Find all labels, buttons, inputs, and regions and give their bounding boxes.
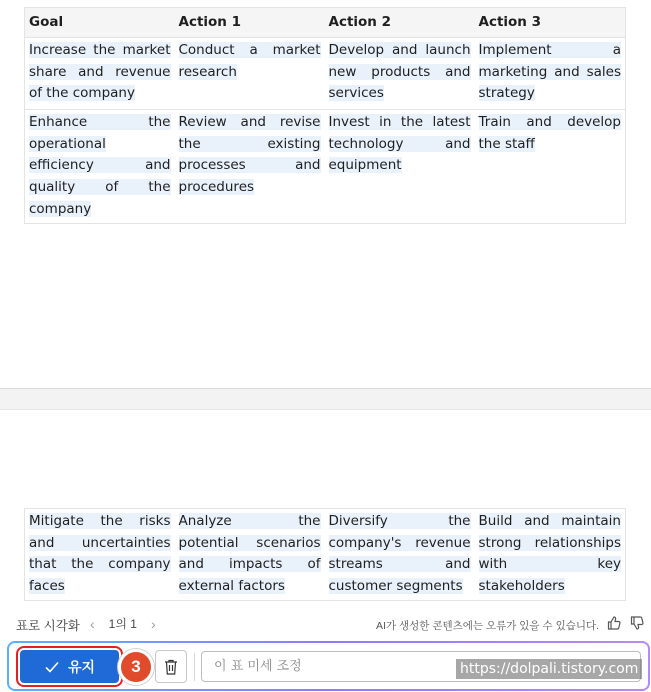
header-action-3: Action 3: [475, 8, 626, 38]
table-cell: Analyze the potential scenarios and impacts of external factors: [178, 513, 321, 595]
table-cell: Diversify the company's revenue streams and customer segments: [328, 513, 471, 595]
keep-button-label: 유지: [67, 658, 96, 675]
table-footer: [0, 612, 651, 636]
table-row: [25, 38, 626, 110]
trash-icon: [163, 658, 179, 676]
thumbs-down-icon[interactable]: [629, 615, 645, 631]
chevron-right-icon[interactable]: ›: [150, 615, 156, 632]
table-cell: Review and revise the existing processes and procedures: [178, 114, 321, 196]
section-divider: [0, 388, 651, 410]
pager: [90, 615, 156, 632]
table-cell: Develop and launch new products and services: [328, 42, 471, 102]
header-action-2: Action 2: [325, 8, 475, 38]
table-cell: Build and maintain strong relationships with key stakeholders: [478, 513, 621, 595]
table-row: [25, 509, 626, 601]
chevron-left-icon[interactable]: ‹: [90, 615, 95, 632]
keep-button[interactable]: [20, 650, 119, 683]
table-cell: Conduct a market research: [178, 42, 321, 80]
table-cell: Implement a marketing and sales strategy: [478, 42, 621, 102]
refine-composer: [7, 641, 650, 691]
table-cell: Increase the market share and revenue of the company: [29, 42, 171, 102]
table-cell: Invest in the latest technology and equipment: [328, 114, 471, 174]
checkmark-icon: [44, 659, 60, 675]
thumbs-up-icon[interactable]: [606, 615, 622, 631]
step-badge: 3: [118, 649, 154, 685]
divider: [194, 653, 195, 681]
table-cell: Train and develop the staff: [478, 114, 621, 152]
header-goal: Goal: [25, 8, 175, 38]
table-cell: Mitigate the risks and uncertainties that the company faces: [29, 513, 171, 595]
data-table-top: [24, 7, 626, 224]
watermark: https://dolpali.tistory.com: [456, 659, 642, 679]
delete-button[interactable]: [155, 650, 187, 683]
data-table-bottom: [24, 508, 626, 601]
ai-disclaimer: AI가 생성한 콘텐츠에는 오류가 있을 수 있습니다.: [376, 620, 600, 632]
visualize-as-table-label: 표로 시각화: [16, 619, 80, 633]
table-cell: Enhance the operational efficiency and quality of the company: [29, 114, 171, 217]
table-row: [25, 110, 626, 224]
header-action-1: Action 1: [175, 8, 325, 38]
pager-text: 1의 1: [108, 617, 137, 631]
table-header-row: [25, 8, 626, 38]
